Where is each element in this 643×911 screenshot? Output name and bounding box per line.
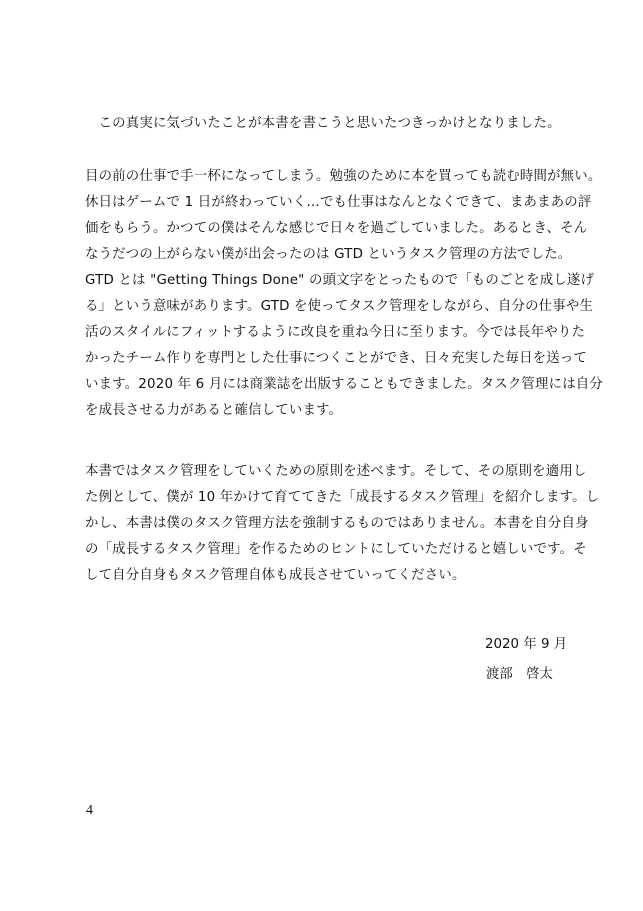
text-line: 活のスタイルにフィットするように改良を重ね今日に至ります。今では長年やりた (85, 325, 586, 340)
text-line: る」という意味があります。GTD を使ってタスク管理をしながら、自分の仕事や生 (85, 299, 594, 314)
text-line: 目の前の仕事で手一杯になってしまう。勉強のために本を買っても読む時間が無い。 (85, 169, 602, 184)
text-line: GTD とは "Getting Things Done" の頭文字をとったもので「ものごとを成し遂げ (85, 273, 595, 288)
text-line: かし、本書は僕のタスク管理方法を強制するものではありません。本書を自分自身 (85, 516, 589, 531)
text-line: 本書ではタスク管理をしていくための原則を述べます。そして、その原則を適用し (85, 464, 587, 479)
paragraph-1-line: この真実に気づいたことが本書を書こうと思いたつきっかけとなりました。 (85, 116, 561, 131)
text-line: 価をもらう。かつての僕はそんな感じで日々を過ごしていました。あるとき、そん (85, 221, 588, 236)
text-line: なうだつの上がらない僕が出会ったのは GTD というタスク管理の方法でした。 (85, 247, 572, 262)
text-line: を成長させる力があると確信しています。 (85, 403, 343, 418)
text-line: た例として、僕が 10 年かけて育ててきた「成長するタスク管理」を紹介します。し (85, 490, 600, 505)
text-line: います。2020 年 6 月には商業誌を出版することもできました。タスク管理には自分 (85, 377, 603, 392)
page-number: 4 (86, 803, 93, 818)
date: 2020 年 9 月 (485, 637, 568, 652)
author-name: 渡部 啓太 (486, 667, 553, 682)
text-line: 休日はゲームで 1 日が終わっていく…でも仕事はなんとなくできて、まあまあの評 (85, 195, 592, 210)
text-line: かったチーム作りを専門とした仕事につくことができ、日々充実した毎日を送って (85, 351, 588, 366)
text-line: して自分自身もタスク管理自体も成長させていってください。 (85, 568, 466, 583)
text-line: の「成長するタスク管理」を作るためのヒントにしていただけると嬉しいです。そ (85, 542, 587, 557)
